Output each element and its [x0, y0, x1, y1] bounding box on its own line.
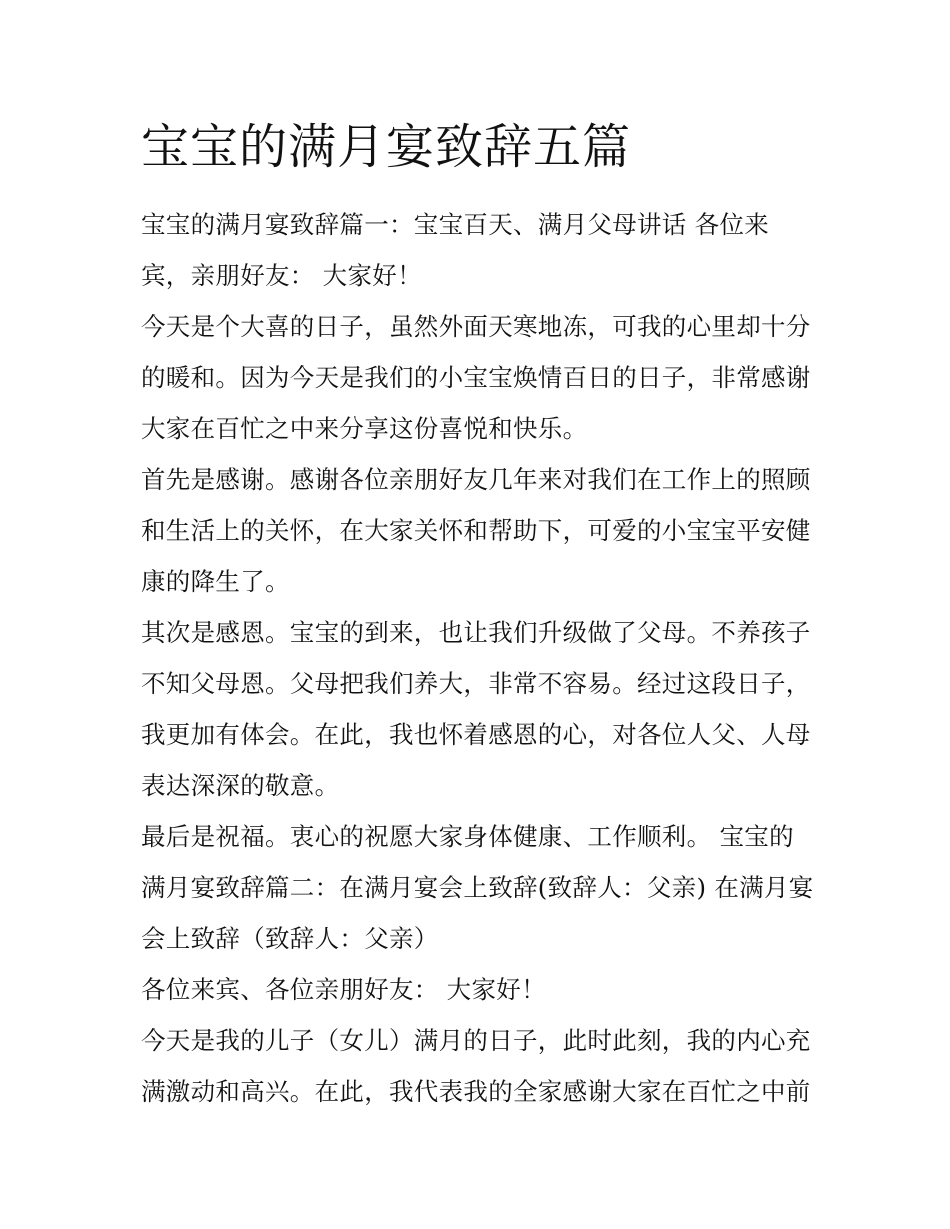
- document-title: 宝宝的满月宴致辞五篇: [141, 119, 632, 175]
- text-line: 今天是个大喜的日子，虽然外面天寒地冻，可我的心里却十分: [141, 312, 811, 341]
- text-line: 今天是我的儿子（女儿）满月的日子，此时此刻，我的内心充: [141, 1026, 811, 1055]
- text-line: 宝宝的满月宴致辞篇一：宝宝百天、满月父母讲话 各位来: [141, 210, 770, 239]
- text-line: 表达深深的敬意。: [141, 771, 340, 800]
- text-line: 和生活上的关怀，在大家关怀和帮助下，可爱的小宝宝平安健: [141, 516, 811, 545]
- text-line: 不知父母恩。父母把我们养大，非常不容易。经过这段日子，: [141, 669, 811, 698]
- text-line: 各位来宾、各位亲朋好友： 大家好！: [141, 975, 546, 1004]
- text-line: 满激动和高兴。在此，我代表我的全家感谢大家在百忙之中前: [141, 1077, 811, 1106]
- text-line: 满月宴致辞篇二：在满月宴会上致辞(致辞人：父亲) 在满月宴: [141, 873, 814, 902]
- text-line: 其次是感恩。宝宝的到来，也让我们升级做了父母。不养孩子: [141, 618, 811, 647]
- text-line: 最后是祝福。衷心的祝愿大家身体健康、工作顺利。 宝宝的: [141, 822, 794, 851]
- text-line: 康的降生了。: [141, 567, 290, 596]
- text-line: 大家在百忙之中来分享这份喜悦和快乐。: [141, 414, 588, 443]
- text-line: 首先是感谢。感谢各位亲朋好友几年来对我们在工作上的照顾: [141, 465, 811, 494]
- text-line: 宾，亲朋好友： 大家好！: [141, 261, 422, 290]
- document-body: [141, 199, 821, 1117]
- text-line: 我更加有体会。在此，我也怀着感恩的心，对各位人父、人母: [141, 720, 811, 749]
- text-line: 会上致辞（致辞人：父亲）: [141, 924, 439, 953]
- text-line: 的暖和。因为今天是我们的小宝宝焕情百日的日子，非常感谢: [141, 363, 811, 392]
